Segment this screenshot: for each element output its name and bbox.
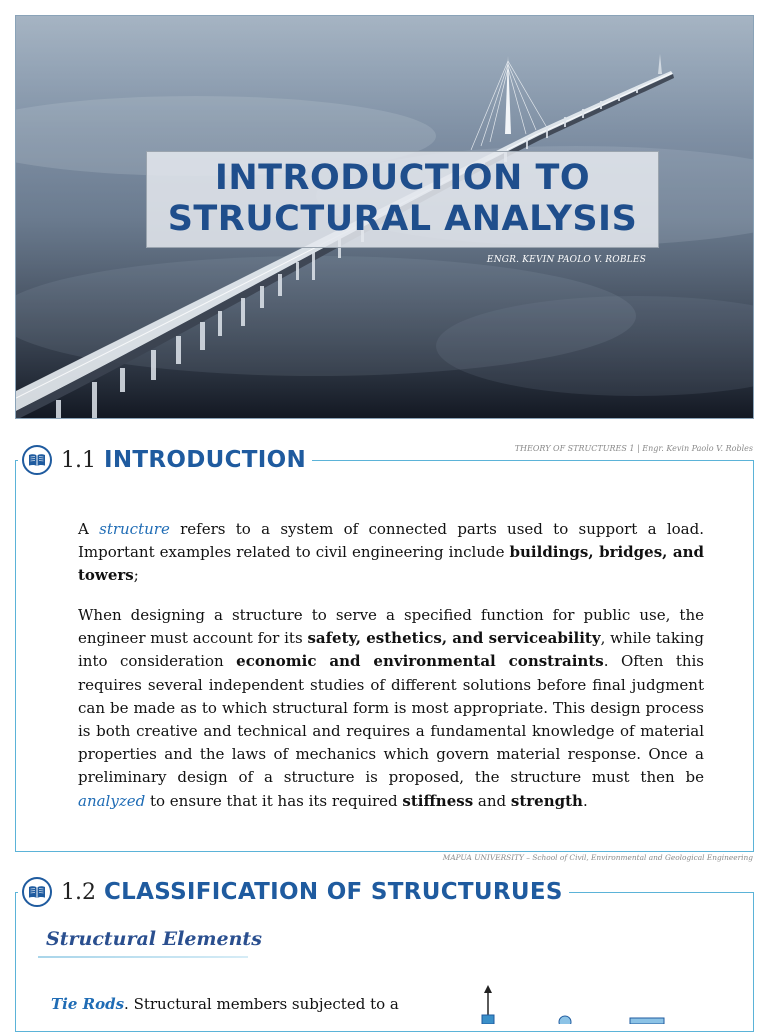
term-tie-rods: Tie Rods xyxy=(51,995,125,1013)
footer-note: MAPUA UNIVERSITY – School of Civil, Environmental and Geological Engineering xyxy=(442,853,753,862)
running-head: THEORY OF STRUCTURES 1 | Engr. Kevin Paolo V. Robles xyxy=(514,444,753,453)
section-number-1: 1.1 xyxy=(61,447,96,473)
subsection-underline xyxy=(38,956,248,958)
paragraph-structure-definition: A structure refers to a system of connected parts used to support a load. Important examples related to civil engineering include buildings, bridges, and towers; xyxy=(78,520,704,585)
section-number-2: 1.2 xyxy=(61,879,96,905)
cover-author: ENGR. KEVIN PAOLO V. ROBLES xyxy=(486,255,646,265)
section-header-2 xyxy=(18,875,569,909)
subsection-title: Structural Elements xyxy=(46,928,262,950)
term-analyzed: analyzed xyxy=(78,791,146,810)
book-icon xyxy=(22,877,52,907)
book-icon xyxy=(22,445,52,475)
section-header-1 xyxy=(18,443,312,477)
section-title-1: INTRODUCTION xyxy=(104,447,307,473)
cover-image xyxy=(15,15,754,419)
title-box xyxy=(146,151,659,248)
term-structure: structure xyxy=(99,520,170,538)
document-title-line1: INTRODUCTION TO xyxy=(214,158,591,198)
section-title-2: CLASSIFICATION OF STRUCTURUES xyxy=(104,879,563,905)
document-title-line2: STRUCTURAL ANALYSIS xyxy=(167,199,638,239)
tie-rods-paragraph: Tie Rods. Structural members subjected to a xyxy=(51,995,399,1013)
tie-rod-illustration xyxy=(470,985,670,1024)
paragraph-design-process: When designing a structure to serve a specified function for public use, the engineer must account for its safety, esthetics, and serviceability, while taking into consideration economic and environmental constraints. Often this requires several independent studies of different solutions before final judgment can be made as to which structural form is most appropriate. This design process is both creative and technical and requires a fundamental knowledge of material properties and the laws of mechanics which govern material response. Once a preliminary design of a structure is proposed, the structure must then be analyzed to ensure that it has its required stiffness and strength. xyxy=(78,606,705,810)
